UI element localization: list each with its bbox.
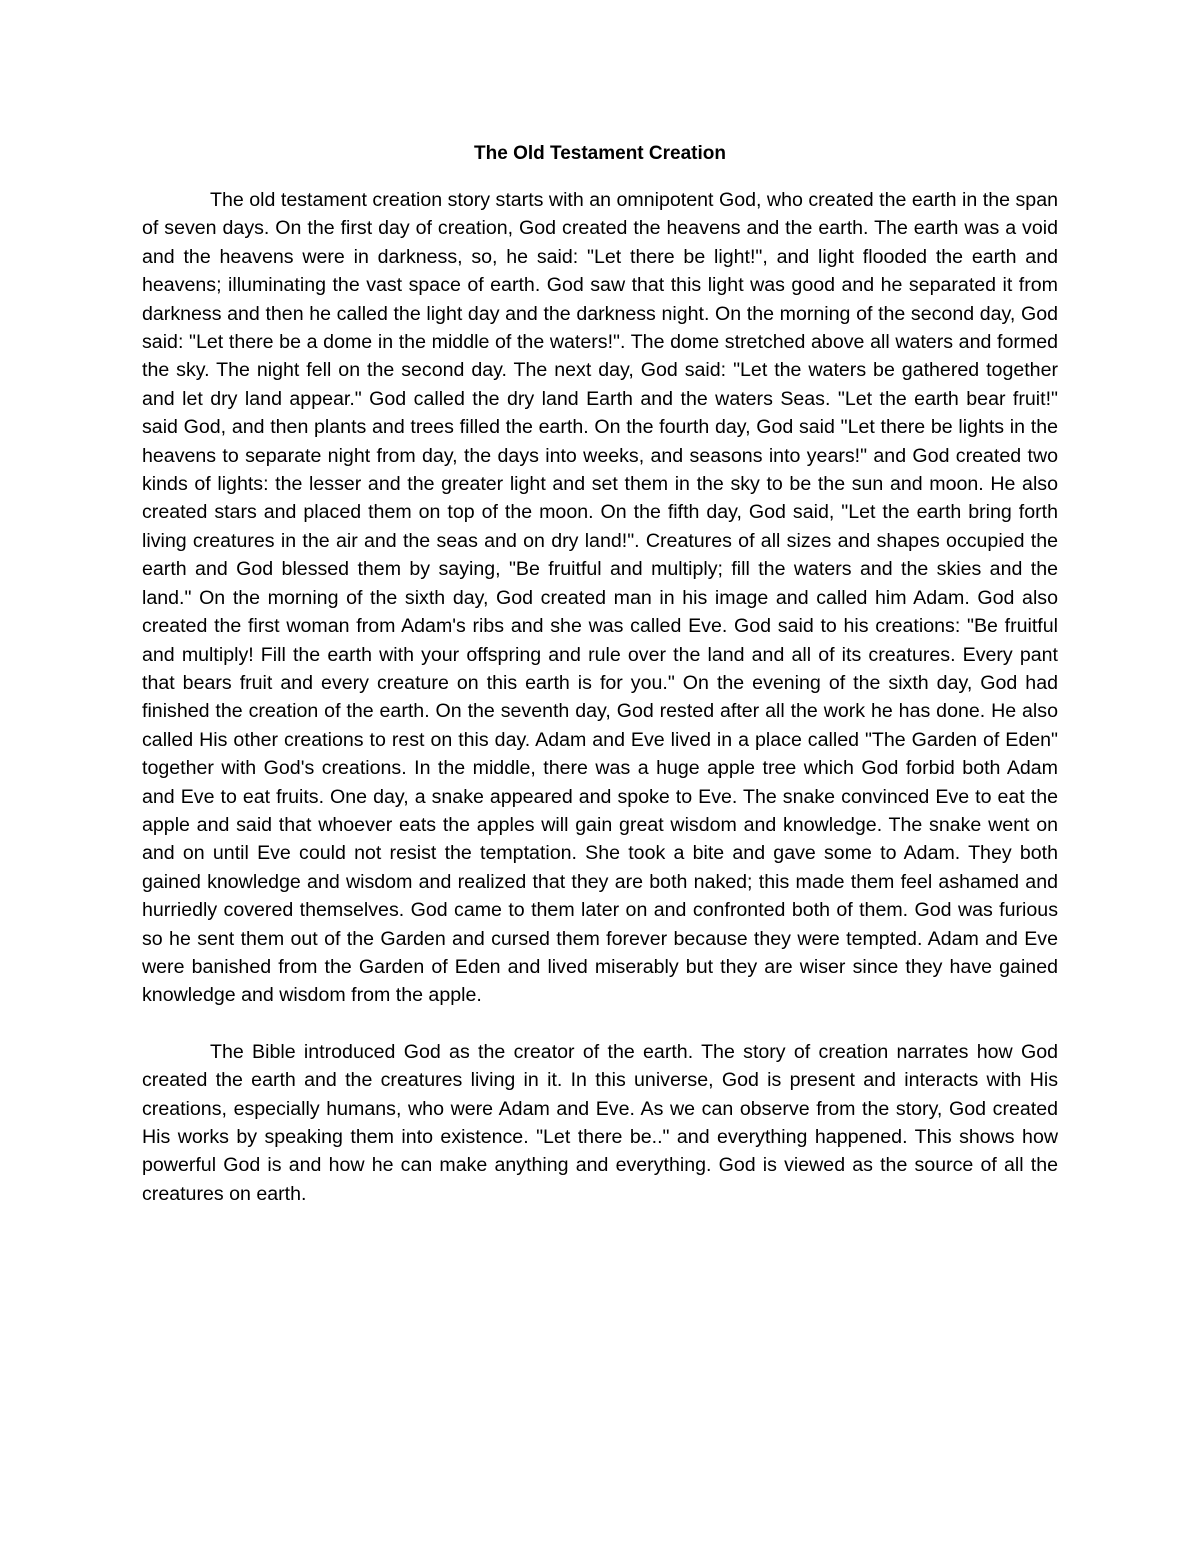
document-page	[142, 138, 1058, 1236]
document-title: The Old Testament Creation	[474, 143, 726, 164]
paragraph-creation-story: The old testament creation story starts with an omnipotent God, who created the earth in the span of seven days. On the first day of creation, God created the heavens and the earth. The earth was a void and the heavens were in darkness, so, he said: "Let there be light!", and light flooded the earth and heavens; illuminating the vast space of earth. God saw that this light was good and he separated it from darkness and then he called the light day and the darkness night. On the morning of the second day, God said: "Let there be a dome in the middle of the waters!". The dome stretched above all waters and formed the sky. The night fell on the second day. The next day, God said: "Let the waters be gathered together and let dry land appear." God called the dry land Earth and the waters Seas. "Let the earth bear fruit!" said God, and then plants and trees filled the earth. On the fourth day, God said "Let there be lights in the heavens to separate night from day, the days into weeks, and seasons into years!" and God created two kinds of lights: the lesser and the greater light and set them in the sky to be the sun and moon. He also created stars and placed them on top of the moon. On the fifth day, God said, "Let the earth bring forth living creatures in the air and the seas and on dry land!". Creatures of all sizes and shapes occupied the earth and God blessed them by saying, "Be fruitful and multiply; fill the waters and the skies and the land." On the morning of the sixth day, God created man in his image and called him Adam. God also created the first woman from Adam's ribs and she was called Eve. God said to his creations: "Be fruitful and multiply! Fill the earth with your offspring and rule over the land and all of its creatures. Every pant that bears fruit and every creature on this earth is for you." On the evening of the sixth day, God had finished the creation of the earth. On the seventh day, God rested after all the work he has done. He also called His other creations to rest on this day. Adam and Eve lived in a place called "The Garden of Eden" together with God's creations. In the middle, there was a huge apple tree which God forbid both Adam and Eve to eat fruits. One day, a snake appeared and spoke to Eve. The snake convinced Eve to eat the apple and said that whoever eats the apples will gain great wisdom and knowledge. The snake went on and on until Eve could not resist the temptation. She took a bite and gave some to Adam. They both gained knowledge and wisdom and realized that they are both naked; this made them feel ashamed and hurriedly covered themselves. God came to them later on and confronted both of them. God was furious so he sent them out of the Garden and cursed them forever because they were tempted. Adam and Eve were banished from the Garden of Eden and lived miserably but they are wiser since they have gained knowledge and wisdom from the apple.	[142, 189, 1058, 1007]
paragraph-bible-introduction: The Bible introduced God as the creator of the earth. The story of creation narrates how God created the earth and the creatures living in it. In this universe, God is present and interacts with His creations, especially humans, who were Adam and Eve. As we can observe from the story, God created His works by speaking them into existence. "Let there be.." and everything happened. This shows how powerful God is and how he can make anything and everything. God is viewed as the source of all the creatures on earth.	[142, 1040, 1058, 1205]
